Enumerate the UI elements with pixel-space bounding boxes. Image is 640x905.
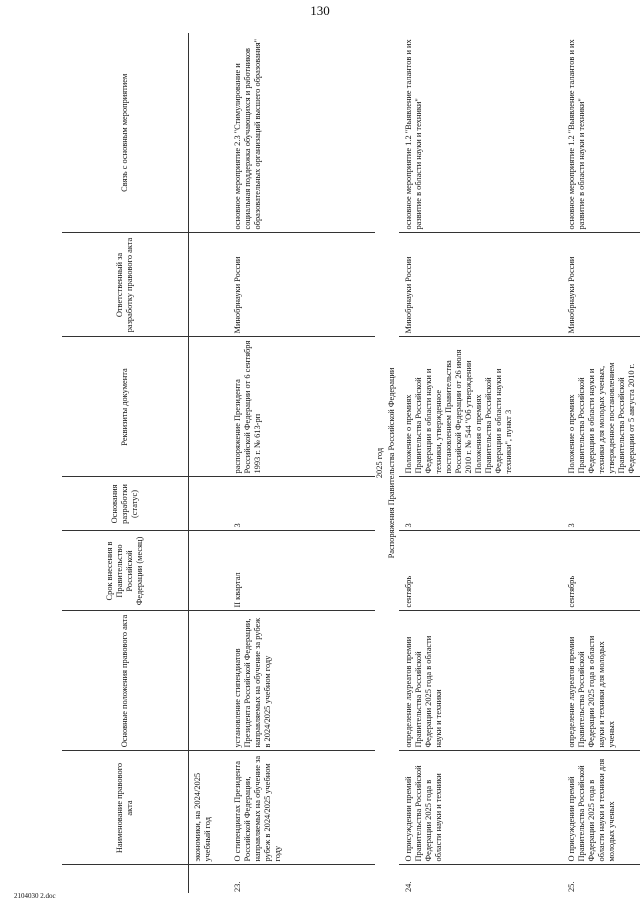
cell-act-name: О присуждении премий Правительства Российской Федерации 2025 года в области науки и техники (399, 751, 562, 865)
cell-basis (189, 477, 230, 531)
cell-deadline: сентябрь (399, 531, 562, 611)
cell-provisions (189, 611, 230, 751)
cell-requisites (189, 337, 230, 477)
row-number: 24. (404, 881, 413, 892)
cell-requisites: Положение о премиях Правительства Российской Федерации в области науки и техники для молодых ученых, утвержденное постановлением Правительства Российской Федерации от 5 августа 2010 г. (562, 337, 640, 477)
header-link: Связь с основным мероприятием (62, 33, 189, 233)
cell-deadline (189, 531, 230, 611)
row-number: 23. (233, 881, 242, 892)
cell-responsible: Минобрнауки России (229, 233, 375, 337)
header-basis: Основания разработки (статус) (62, 477, 189, 531)
cell-number (189, 865, 230, 893)
cell-deadline: сентябрь (562, 531, 640, 611)
cell-deadline: II квартал (229, 531, 375, 611)
header-number (62, 865, 189, 893)
cell-requisites: распоряжение Президента Российской Федерации от 6 сентября 1993 г. № 613-рп (229, 337, 375, 477)
cell-basis: 3 (399, 477, 562, 531)
cell-provisions: определение лауреатов премии Правительства Российской Федерации 2025 года в области науки и техники (399, 611, 562, 751)
header-provisions: Основные положения правового акта (62, 611, 189, 751)
cell-link (189, 33, 230, 233)
cell-responsible (189, 233, 230, 337)
table-row-continuation (189, 33, 230, 893)
cell-basis: 3 (229, 477, 375, 531)
header-deadline: Срок внесения в Правительство Российской Федерации (месяц) (62, 531, 189, 611)
year-heading: 2025 год (375, 447, 384, 479)
cell-provisions: установление стипендиатов Президента Российской Федерации, направляемых на обучение за рубеж в 2024/2025 учебном году (229, 611, 375, 751)
row-number: 25. (567, 881, 576, 892)
table-row (229, 33, 375, 893)
cell-responsible: Минобрнауки России (399, 233, 562, 337)
cell-link: основное мероприятие 1.2 "Выявление талантов и их развитие в области науки и техники" (562, 33, 640, 233)
rotated-table-container (62, 33, 636, 893)
cell-provisions: определение лауреатов премии Правительства Российской Федерации 2025 года в области науки и техники для молодых ученых (562, 611, 640, 751)
cell-link: основное мероприятие 1.2 "Выявление талантов и их развитие в области науки и техники" (399, 33, 562, 233)
legal-acts-table (62, 33, 640, 893)
table-row (399, 33, 562, 893)
table-row (562, 33, 640, 893)
document-footer: 2104030 2.doc (14, 892, 56, 900)
cell-link: основное мероприятие 2.3 "Стимулирование и социальная поддержка обучающихся и работников образовательных организаций высшего образования" (229, 33, 375, 233)
header-requisites: Реквизиты документа (62, 337, 189, 477)
header-responsible: Ответственный за разработку правового акта (62, 233, 189, 337)
section-heading: Распоряжения Правительства Российской Федерации (387, 367, 396, 559)
section-heading-row (387, 33, 399, 893)
year-heading-row (375, 33, 387, 893)
cell-act-name: О присуждении премий Правительства Российской Федерации 2025 года в области науки и техники для молодых ученых (562, 751, 640, 865)
cell-basis: 3 (562, 477, 640, 531)
cell-act-name: О стипендиатах Президента Российской Федерации, направляемых на обучение за рубеж в 2024/2025 учебном году (229, 751, 375, 865)
header-act-name: Наименование правового акта (62, 751, 189, 865)
cell-requisites: Положение о премиях Правительства Российской Федерации в области науки и техники, утвержденное постановлением Правительства Российской Федерации от 26 июля 2010 г. № 544 "Об утверждении Положения о премиях Правительства Российской Федерации в области науки и техники", пункт 3 (399, 337, 562, 477)
page-number: 130 (310, 3, 330, 18)
cell-act-name: экономики, на 2024/2025 учебный год (189, 751, 230, 865)
cell-responsible: Минобрнауки России (562, 233, 640, 337)
table-header-row (62, 33, 189, 893)
